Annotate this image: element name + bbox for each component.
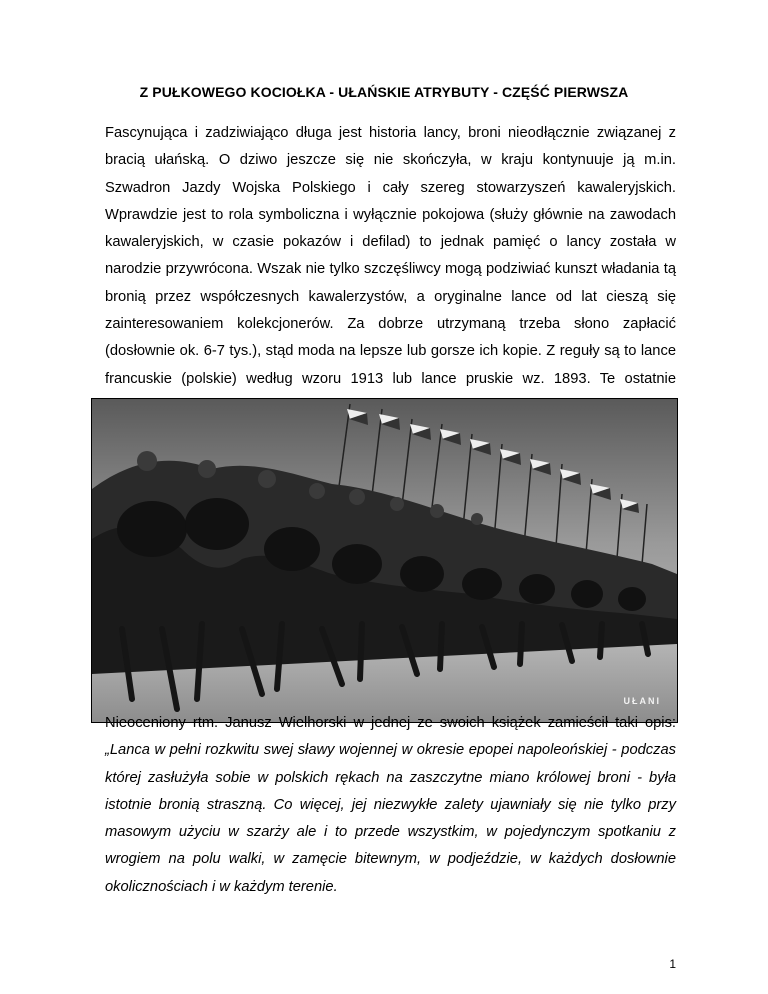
cavalry-photo-graphic	[92, 399, 677, 722]
cavalry-photo	[91, 398, 678, 723]
paragraph-2-quote: „Lanca w pełni rozkwitu swej sławy wojennej w okresie epopei napoleońskiej - podczas której zasłużyła sobie w polskich rękach na zaszczytne miano królowej broni - była istotnie bronią straszną. Co więcej, jej niezwykłe zalety ujawniały się nie tylko przy masowym użyciu w szarży ale i to przede wszystkim, w pojedynczym spotkaniu z wrogiem na polu walki, w zamęcie bitewnym, w podjeździe, w każdych dosłownie okolicznościach i w każdym terenie.	[105, 742, 676, 895]
photo-caption: UŁANI	[623, 696, 661, 706]
paragraph-1: Fascynująca i zadziwiająco długa jest historia lancy, broni nieodłącznie związanej z bracią ułańską. O dziwo jeszcze się nie skończyła, w kraju kontynuuje ją m.in. Szwadron Jazdy Wojska Polskiego i cały szereg stowarzyszeń kawaleryjskich. Wprawdzie jest to rola symboliczna i wyłącznie pokojowa (służy głównie na zawodach kawaleryjskich, w czasie pokazów i defilad) to jednak pamięć o lancy została w narodzie przywrócona. Wszak nie tylko szczęśliwcy mogą podziwiać kunszt władania tą bronią przez współczesnych kawalerzystów, a oryginalne lance od lat cieszą się zainteresowaniem kolekcjonerów. Za dobrze utrzymaną trzeba słono zapłacić (dosłownie ok. 6-7 tys.), stąd moda na lepsze lub gorsze ich kopie. Z reguły są to lance francuskie (polskie) według wzoru 1913 lub lance pruskie wz. 1893. Te ostatnie	[105, 125, 676, 387]
document-title: Z PUŁKOWEGO KOCIOŁKA - UŁAŃSKIE ATRYBUTY - CZĘŚĆ PIERWSZA	[139, 84, 629, 100]
page-number: 1	[669, 957, 676, 971]
paragraph-2-intro: Nieoceniony rtm. Janusz Wielhorski w jednej ze swoich książek zamieścił taki opis:	[105, 715, 676, 731]
paragraph-2	[105, 710, 676, 901]
